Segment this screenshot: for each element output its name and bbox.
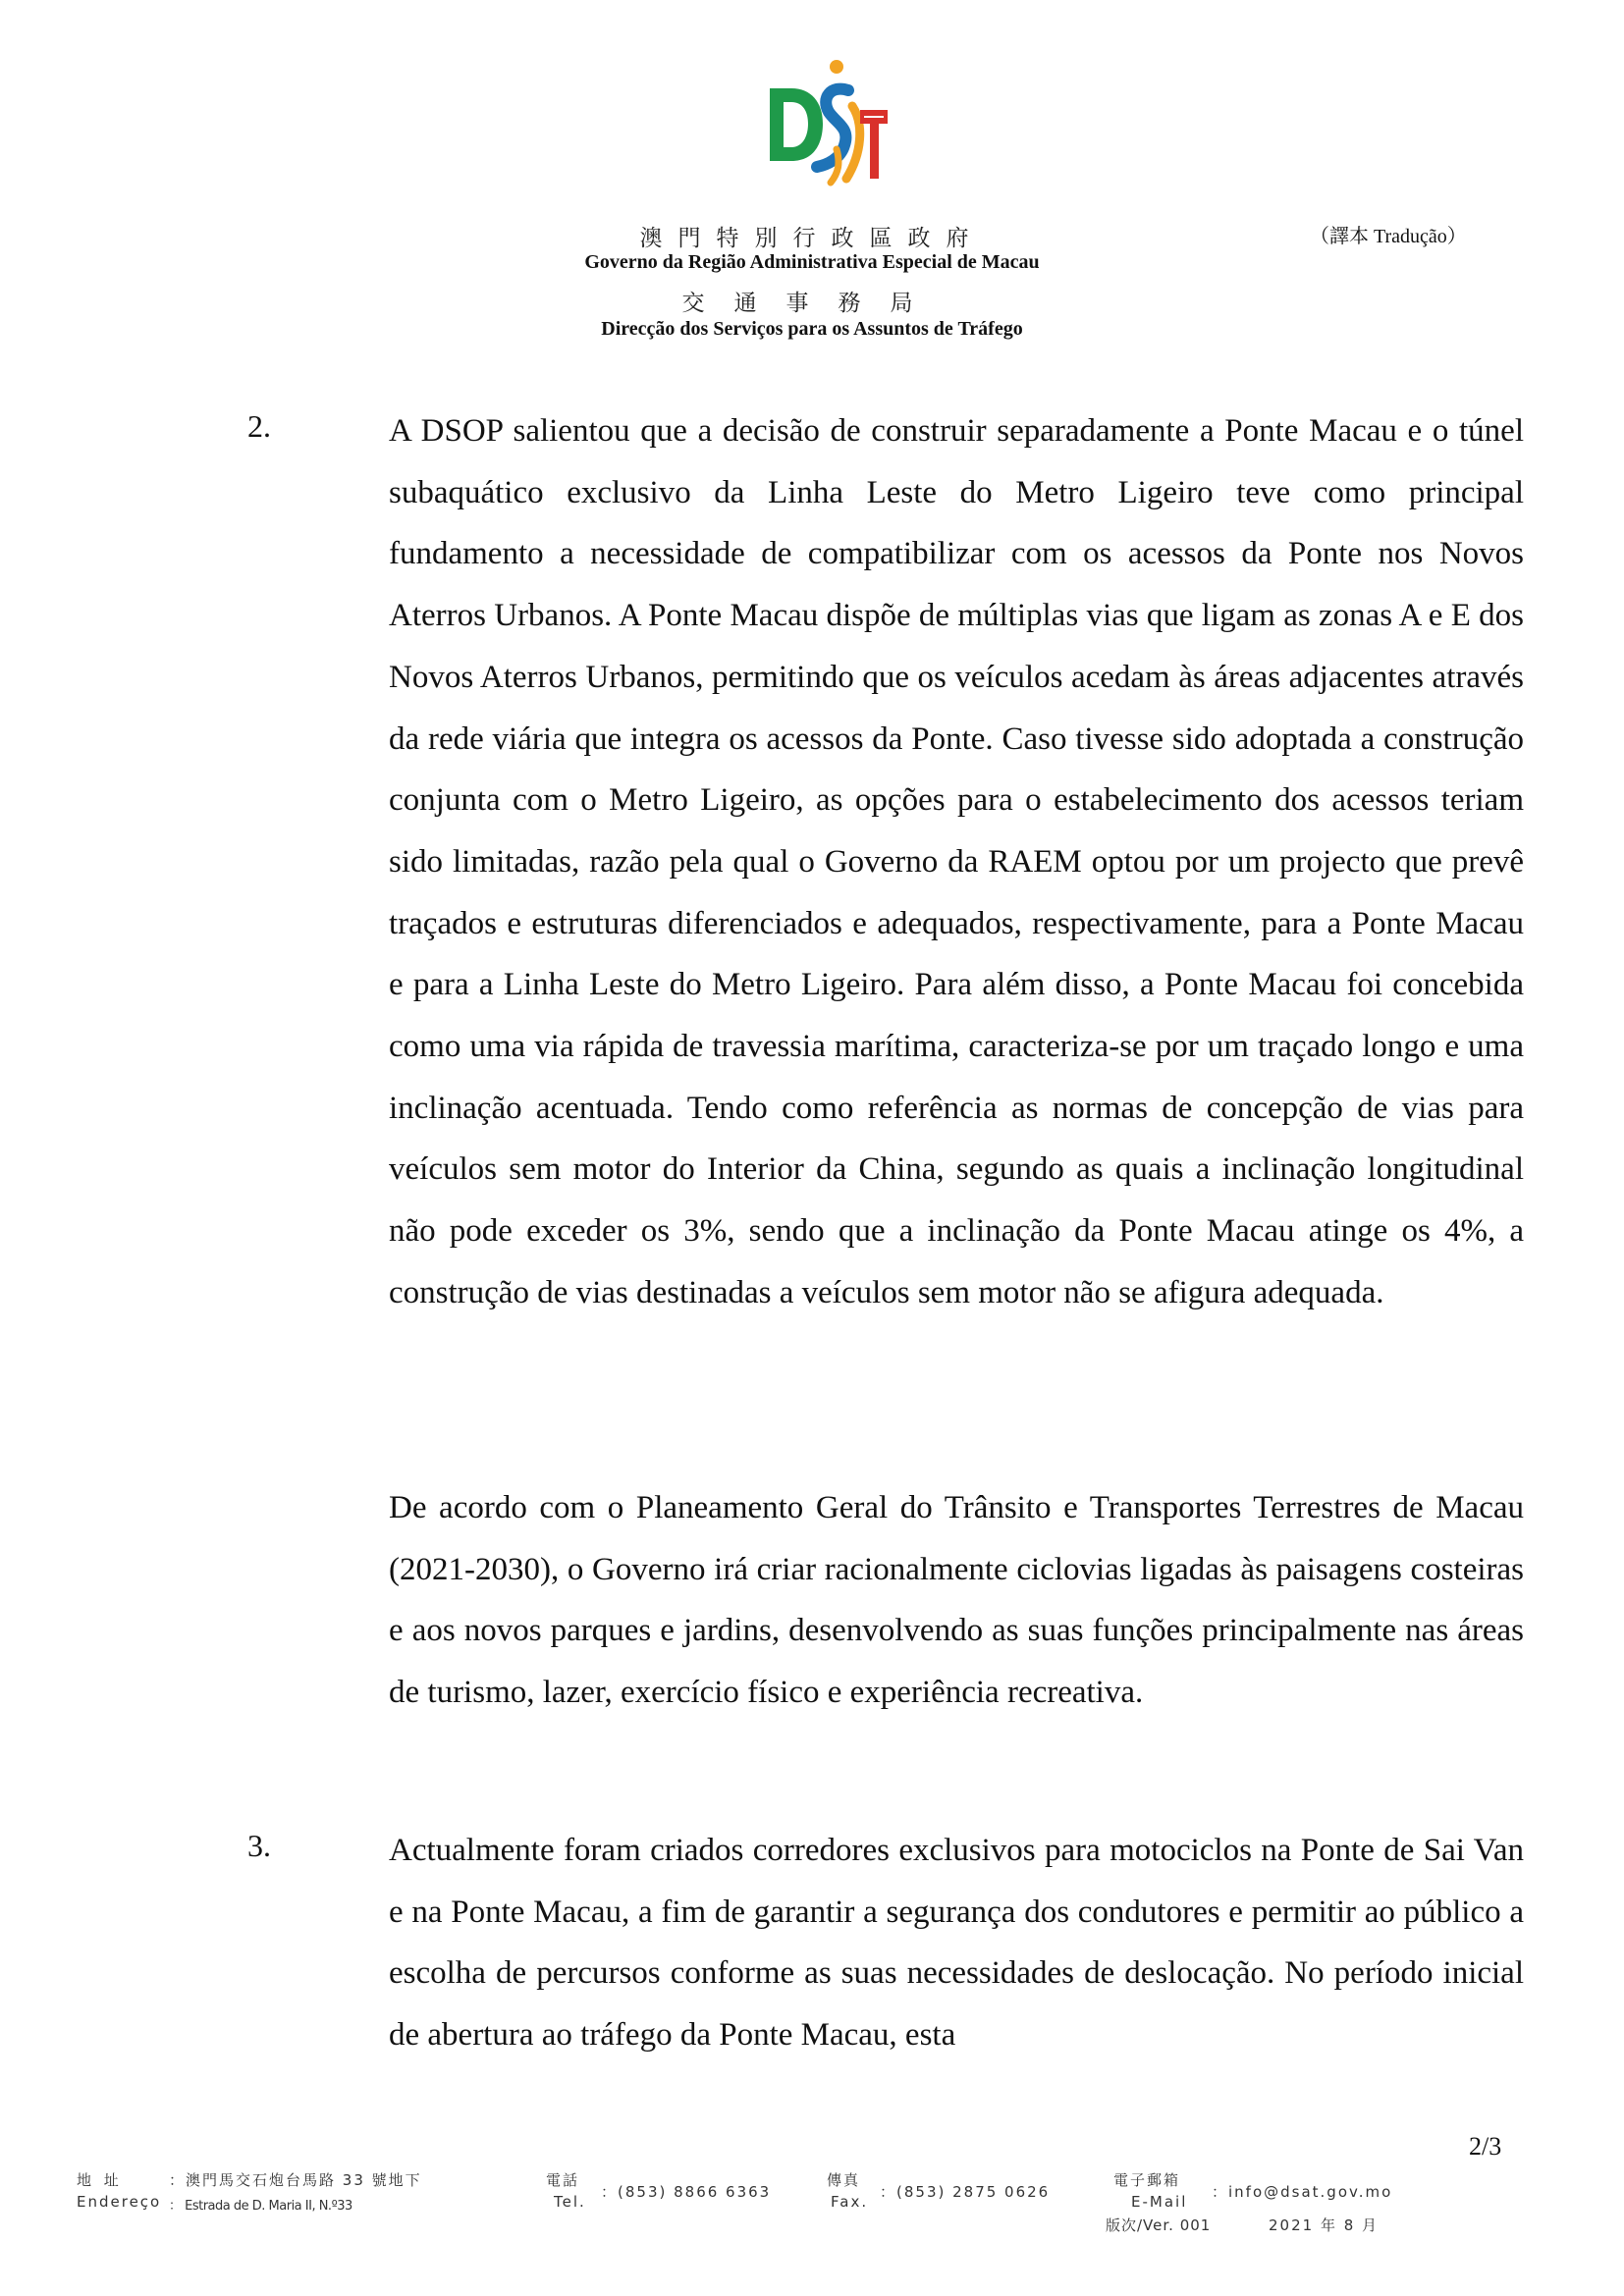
footer-fax-value: ：(853) 2875 0626 (880, 2183, 1051, 2201)
footer-address-label-pt: Endereço (77, 2193, 162, 2211)
footer-date: 2021 年 8 月 (1269, 2216, 1380, 2234)
page-number: 2/3 (1469, 2132, 1502, 2161)
footer-email-label-pt: E-Mail (1131, 2193, 1188, 2211)
dsat-name-portuguese: Direcção dos Serviços para os Assuntos de Tráfego (601, 318, 1023, 340)
footer-address-label-cn: 地 址 (77, 2171, 123, 2189)
footer-tel-label-cn: 電話 (546, 2171, 580, 2189)
item-2-paragraph-2 (389, 1477, 1524, 1724)
footer-email-value: ：info@dsat.gov.mo (1212, 2183, 1393, 2201)
footer-tel-value: ：(853) 8866 6363 (601, 2183, 772, 2201)
government-name-chinese: 澳門特別行政區政府 (639, 226, 985, 251)
footer-version: 版次/Ver. 001 (1106, 2216, 1212, 2234)
paragraph-text: De acordo com o Planeamento Geral do Trânsito e Transportes Terrestres de Macau (2021-2030), o Governo irá criar racionalmente ciclovias ligadas às paisagens costeiras e aos novos parques e jardins, desenvolvendo as suas funções principalmente nas áreas de turismo, lazer, exercício físico e experiência recreativa. (389, 1490, 1524, 1711)
paragraph-text: Actualmente foram criados corredores exclusivos para motociclos na Ponte de Sai Van e na Ponte Macau, a fim de garantir a segurança dos condutores e permitir ao público a escolha de percursos conforme as suas necessidades de deslocação. No período inicial de abertura ao tráfego da Ponte Macau, esta (389, 1833, 1524, 2054)
footer-fax-label-cn: 傳真 (827, 2171, 861, 2189)
footer-address-value-cn: ：澳門馬交石炮台馬路 33 號地下 (169, 2171, 422, 2189)
logo-d-shape (770, 88, 823, 161)
item-2-paragraph-1 (389, 400, 1524, 1324)
item-number-2: 2. (247, 408, 271, 444)
translation-note: （譯本 Tradução） (1310, 226, 1467, 247)
government-name-portuguese: Governo da Região Administrativa Especial de Macau (584, 251, 1040, 273)
logo-head (830, 60, 843, 74)
footer-address-value-pt: ： Estrada de D. Maria II, N.º33 (169, 2199, 352, 2214)
footer-fax-label-pt: Fax. (831, 2193, 869, 2211)
dsat-logo (762, 55, 893, 187)
footer-email-label-cn: 電子郵箱 (1113, 2171, 1181, 2189)
item-3-paragraph-1 (389, 1820, 1524, 2066)
footer-tel-label-pt: Tel. (554, 2193, 586, 2211)
item-number-3: 3. (247, 1828, 271, 1863)
paragraph-text: A DSOP salientou que a decisão de construir separadamente a Ponte Macau e o túnel subaquático exclusivo da Linha Leste do Metro Ligeiro teve como principal fundamento a necessidade de compatibilizar com os acessos da Ponte nos Novos Aterros Urbanos. A Ponte Macau dispõe de múltiplas vias que ligam as zonas A e E dos Novos Aterros Urbanos, permitindo que os veículos acedam às áreas adjacentes através da rede viária que integra os acessos da Ponte. Caso tivesse sido adoptada a construção conjunta com o Metro Ligeiro, as opções para o estabelecimento dos acessos teriam sido limitadas, razão pela qual o Governo da RAEM optou por um projecto que prevê traçados e estruturas diferenciados e adequados, respectivamente, para a Ponte Macau e para a Linha Leste do Metro Ligeiro. Para além disso, a Ponte Macau foi concebida como uma via rápida de travessia marítima, caracteriza-se por um traçado longo e uma inclinação acentuada. Tendo como referência as normas de concepção de vias para veículos sem motor do Interior da China, segundo as quais a inclinação longitudinal não pode exceder os 3%, sendo que a inclinação da Ponte Macau atinge os 4%, a construção de vias destinadas a veículos sem motor não se afigura adequada. (389, 413, 1524, 1310)
dsat-name-chinese: 交通事務局 (681, 291, 943, 316)
